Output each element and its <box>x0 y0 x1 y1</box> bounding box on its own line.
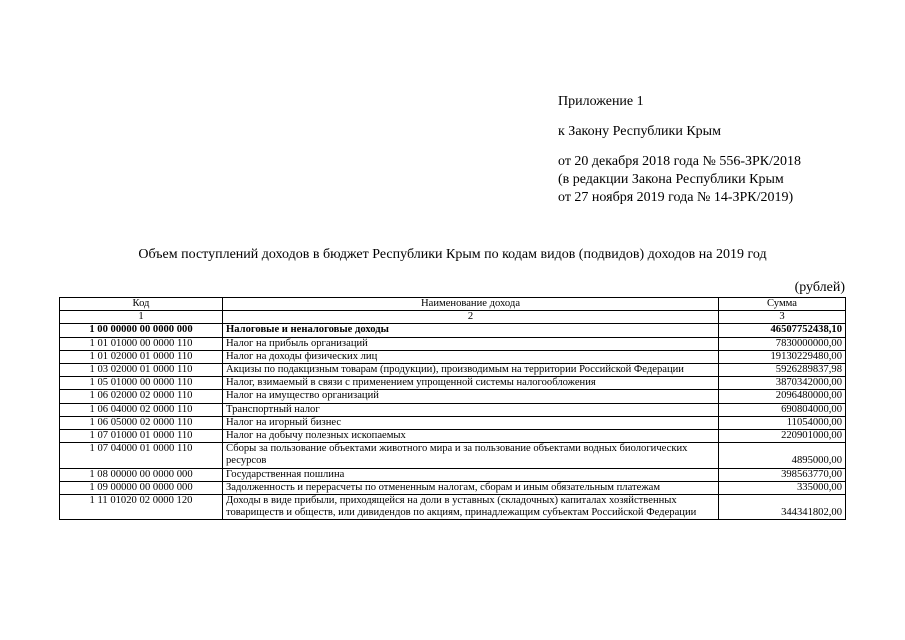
column-number: 2 <box>223 311 719 324</box>
table-row <box>60 337 846 350</box>
table-row <box>60 416 846 429</box>
income-code-cell: 1 06 04000 02 0000 110 <box>60 403 223 416</box>
table-row <box>60 377 846 390</box>
income-sum-cell: 11054000,00 <box>719 416 846 429</box>
column-header-name: Наименование дохода <box>223 298 719 311</box>
income-code-cell: 1 00 00000 00 0000 000 <box>60 324 223 337</box>
income-name-cell: Государственная пошлина <box>223 468 719 481</box>
income-sum-cell: 220901000,00 <box>719 430 846 443</box>
document-title: Объем поступлений доходов в бюджет Республики Крым по кодам видов (подвидов) доходов на 2019 год <box>138 247 767 262</box>
income-name-cell: Налог на игорный бизнес <box>223 416 719 429</box>
income-code-cell: 1 11 01020 02 0000 120 <box>60 495 223 520</box>
currency-unit: (рублей) <box>794 280 845 295</box>
income-name-cell: Налоговые и неналоговые доходы <box>223 324 719 337</box>
appendix-law-date: от 20 декабря 2018 года № 556-ЗРК/2018 <box>558 154 802 169</box>
income-code-cell: 1 01 02000 01 0000 110 <box>60 350 223 363</box>
income-sum-cell: 2096480000,00 <box>719 390 846 403</box>
column-number: 3 <box>719 311 846 324</box>
table-row <box>60 443 846 468</box>
income-name-cell: Задолженность и перерасчеты по отмененным налогам, сборам и иным обязательным платежам <box>223 481 719 494</box>
income-sum-cell: 344341802,00 <box>719 495 846 520</box>
income-name-cell: Доходы в виде прибыли, приходящейся на доли в уставных (складочных) капиталах хозяйственных товариществ и обществ, или дивидендов по акциям, принадлежащим субъектам Российской Федерации <box>223 495 719 520</box>
income-name-cell: Транспортный налог <box>223 403 719 416</box>
table-row <box>60 403 846 416</box>
appendix-header <box>558 93 801 207</box>
income-code-cell: 1 06 05000 02 0000 110 <box>60 416 223 429</box>
income-code-cell: 1 09 00000 00 0000 000 <box>60 481 223 494</box>
income-sum-cell: 690804000,00 <box>719 403 846 416</box>
income-name-cell: Налог на имущество организаций <box>223 390 719 403</box>
income-name-cell: Налог на добычу полезных ископаемых <box>223 430 719 443</box>
income-code-cell: 1 07 01000 01 0000 110 <box>60 430 223 443</box>
income-code-cell: 1 01 01000 00 0000 110 <box>60 337 223 350</box>
table-row <box>60 481 846 494</box>
table-row <box>60 390 846 403</box>
table-row <box>60 430 846 443</box>
income-code-cell: 1 07 04000 01 0000 110 <box>60 443 223 468</box>
income-table <box>59 297 846 520</box>
income-code-cell: 1 08 00000 00 0000 000 <box>60 468 223 481</box>
appendix-revision-date: от 27 ноября 2019 года № 14-ЗРК/2019) <box>558 190 794 205</box>
table-row <box>60 350 846 363</box>
income-sum-cell: 4895000,00 <box>719 443 846 468</box>
income-sum-cell: 398563770,00 <box>719 468 846 481</box>
income-code-cell: 1 03 02000 01 0000 110 <box>60 364 223 377</box>
column-number: 1 <box>60 311 223 324</box>
income-name-cell: Налог на прибыль организаций <box>223 337 719 350</box>
table-row <box>60 468 846 481</box>
income-sum-cell: 46507752438,10 <box>719 324 846 337</box>
table-row <box>60 324 846 337</box>
income-sum-cell: 3870342000,00 <box>719 377 846 390</box>
income-code-cell: 1 06 02000 02 0000 110 <box>60 390 223 403</box>
column-header-code: Код <box>60 298 223 311</box>
income-name-cell: Сборы за пользование объектами животного мира и за пользование объектами водных биологических ресурсов <box>223 443 719 468</box>
table-header-row <box>60 298 846 311</box>
table-column-numbers-row <box>60 311 846 324</box>
appendix-revision: (в редакции Закона Республики Крым <box>558 172 784 187</box>
income-sum-cell: 19130229480,00 <box>719 350 846 363</box>
income-name-cell: Налог на доходы физических лиц <box>223 350 719 363</box>
appendix-law: к Закону Республики Крым <box>558 124 721 139</box>
income-name-cell: Налог, взимаемый в связи с применением упрощенной системы налогообложения <box>223 377 719 390</box>
column-header-sum: Сумма <box>719 298 846 311</box>
income-sum-cell: 5926289837,98 <box>719 364 846 377</box>
table-row <box>60 495 846 520</box>
income-name-cell: Акцизы по подакцизным товарам (продукции), производимым на территории Российской Федерации <box>223 364 719 377</box>
income-sum-cell: 7830000000,00 <box>719 337 846 350</box>
income-sum-cell: 335000,00 <box>719 481 846 494</box>
income-code-cell: 1 05 01000 00 0000 110 <box>60 377 223 390</box>
appendix-number: Приложение 1 <box>558 94 644 109</box>
table-row <box>60 364 846 377</box>
